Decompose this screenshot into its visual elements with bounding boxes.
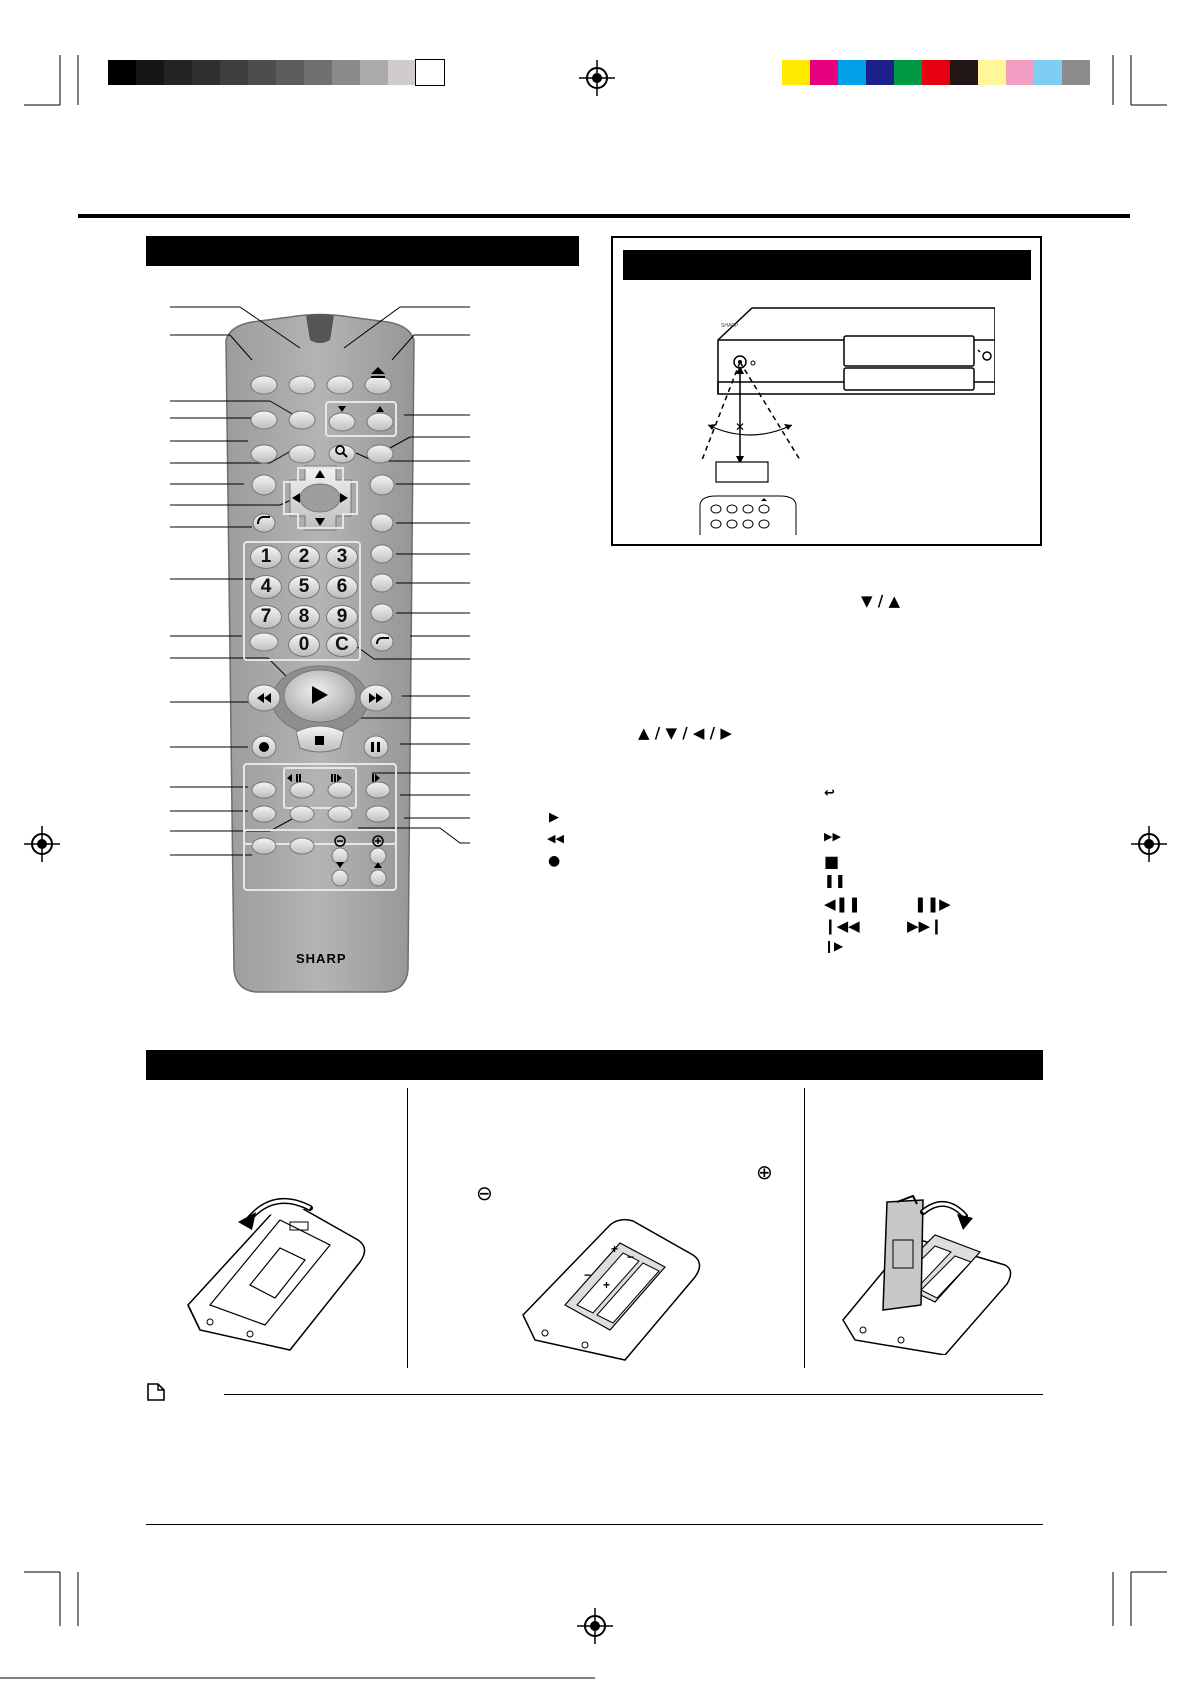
sensor-brand: SHARP xyxy=(721,323,739,329)
battery-step-insert xyxy=(515,1215,715,1365)
battery-step-open-cover xyxy=(180,1190,380,1355)
top-rule xyxy=(78,214,1130,218)
color-swatch xyxy=(978,60,1006,85)
gray-swatch xyxy=(220,60,248,85)
color-swatch xyxy=(1034,60,1062,85)
gray-swatch xyxy=(388,60,416,85)
gray-swatch xyxy=(416,60,444,85)
digit-button: 7 xyxy=(250,605,282,629)
sensor-range-diagram xyxy=(660,290,995,535)
minus-icon: ⊖ xyxy=(476,1181,493,1205)
digit-button: 5 xyxy=(288,575,320,599)
color-swatch xyxy=(866,60,894,85)
gray-swatch xyxy=(108,60,136,85)
rewind-icon: ◀◀ xyxy=(547,832,564,845)
remote-control-illustration xyxy=(160,290,480,1010)
digit-button: 3 xyxy=(326,545,358,569)
pause-icon: ❚❚ xyxy=(824,874,846,889)
skip-back-icon: ❙◀◀ xyxy=(824,917,860,935)
skip-forward-icon: ▶▶❙ xyxy=(907,917,943,935)
battery-divider-1 xyxy=(407,1088,408,1368)
registration-mark-icon xyxy=(1131,826,1167,862)
ch-arrow-symbols: ▼ / ▲ xyxy=(861,592,900,610)
color-swatch xyxy=(1006,60,1034,85)
battery-step-close-cover xyxy=(835,1190,1015,1355)
gray-swatch xyxy=(360,60,388,85)
gray-swatch xyxy=(164,60,192,85)
gray-swatch xyxy=(248,60,276,85)
digit-button: 8 xyxy=(288,605,320,629)
gray-swatch xyxy=(332,60,360,85)
sensor-angle-mark: ✕ xyxy=(735,420,746,434)
plus-icon: ⊕ xyxy=(756,1160,773,1184)
digit-button: 0 xyxy=(288,633,320,657)
cell-minus-mark: − xyxy=(584,1268,592,1282)
gray-swatch xyxy=(276,60,304,85)
registration-mark-icon xyxy=(579,60,615,96)
stop-icon: ■ xyxy=(824,852,840,871)
color-swatch xyxy=(894,60,922,85)
gray-swatch xyxy=(136,60,164,85)
color-swatch xyxy=(810,60,838,85)
color-swatch xyxy=(950,60,978,85)
digit-button: 4 xyxy=(250,575,282,599)
cell-minus-mark: − xyxy=(627,1250,635,1264)
digit-button: 6 xyxy=(326,575,358,599)
cursor-arrow-symbols: ▲ / ▼ / ◀ / ▶ xyxy=(638,724,732,742)
clear-button: C xyxy=(326,633,358,657)
battery-section-header xyxy=(146,1050,1043,1080)
slow-icon: ❙▶ xyxy=(824,939,844,953)
color-swatch xyxy=(1062,60,1090,85)
digit-button: 1 xyxy=(250,545,282,569)
gray-swatch xyxy=(304,60,332,85)
note-icon xyxy=(146,1383,166,1401)
step-back-icon: ◀❚❚ xyxy=(824,895,861,913)
return-icon: ↩ xyxy=(824,786,835,801)
step-forward-icon: ❚❚▶ xyxy=(914,895,951,913)
registration-mark-icon xyxy=(24,826,60,862)
note-rule xyxy=(224,1394,1043,1395)
play-icon: ▶ xyxy=(549,810,559,825)
color-swatch xyxy=(838,60,866,85)
digit-button: 2 xyxy=(288,545,320,569)
record-icon: ● xyxy=(548,853,561,869)
fast-forward-icon: ▶▶ xyxy=(824,830,841,843)
cell-plus-mark: + xyxy=(603,1278,611,1292)
crop-marks-bottom xyxy=(0,1560,1191,1680)
bottom-rule xyxy=(146,1524,1043,1525)
gray-swatch xyxy=(192,60,220,85)
digit-button: 9 xyxy=(326,605,358,629)
remote-section-header xyxy=(146,236,579,266)
color-swatch xyxy=(922,60,950,85)
battery-divider-2 xyxy=(804,1088,805,1368)
remote-brand-logo: SHARP xyxy=(296,951,347,966)
cell-plus-mark: + xyxy=(611,1242,619,1256)
sensor-section-header xyxy=(623,250,1031,280)
color-swatch xyxy=(782,60,810,85)
